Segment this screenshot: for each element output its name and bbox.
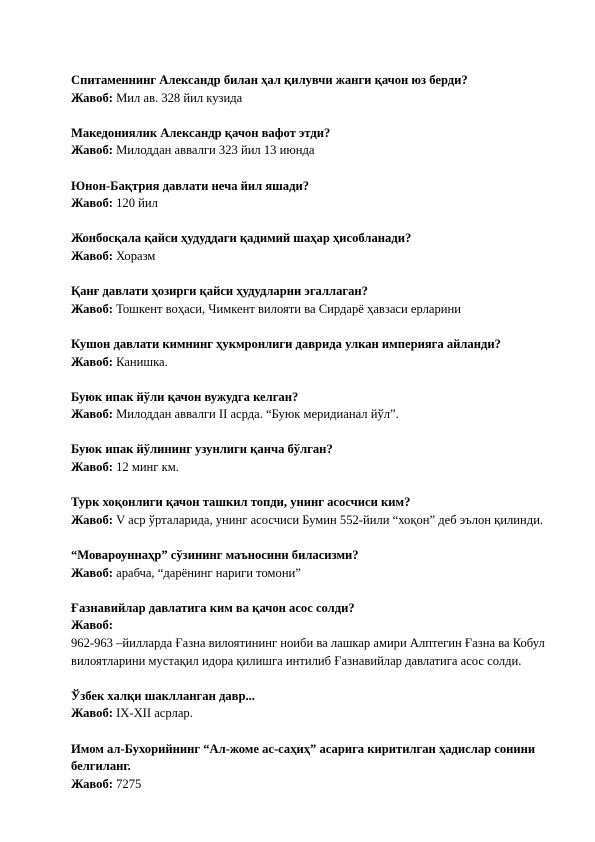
answer-line <box>71 195 551 213</box>
question-text: Жонбосқала қайси ҳудуддаги қадимий шаҳар ҳисобланади? <box>71 231 412 246</box>
qa-item <box>71 688 551 723</box>
answer-text: 962-963 –йилларда Ғазна вилоятининг ноиби ва лашкар амири Алптегин Ғазна ва Кобул вилоятларини мустақил идора қилишга интилиб Ғазнавийлар давлатига асос солди. <box>71 636 545 668</box>
answer-label: Жавоб: <box>71 618 113 633</box>
qa-item <box>71 547 551 582</box>
answer-label: Жавоб: <box>71 143 113 158</box>
qa-item <box>71 494 551 529</box>
qa-item <box>71 230 551 265</box>
answer-label: Жавоб: <box>71 248 113 263</box>
answer-text: Милоддан аввалги II асрда. “Буюк меридианал йўл”. <box>116 407 399 422</box>
document-page <box>71 72 551 811</box>
qa-item <box>71 389 551 424</box>
answer-line <box>71 301 551 319</box>
answer-line <box>71 90 551 108</box>
answer-line <box>71 617 551 635</box>
question-text: Кушон давлати кимнинг ҳукмронлиги даврида улкан империяга айланди? <box>71 336 501 351</box>
answer-line <box>71 142 551 160</box>
answer-line <box>71 406 551 424</box>
answer-text: 7275 <box>116 776 142 791</box>
answer-label: Жавоб: <box>71 301 113 316</box>
answer-label: Жавоб: <box>71 460 113 475</box>
question-text: Спитаменнинг Александр билан ҳал қилувчи жанги қачон юз берди? <box>71 73 468 87</box>
answer-label: Жавоб: <box>71 512 113 527</box>
answer-label: Жавоб: <box>71 776 113 791</box>
answer-text: Канишка. <box>116 354 168 369</box>
answer-text: Хоразм <box>116 248 156 263</box>
answer-line <box>71 565 551 583</box>
answer-line <box>71 248 551 266</box>
question-text: Ўзбек халқи шаклланган давр... <box>71 688 255 703</box>
answer-line <box>71 776 551 794</box>
answer-line <box>71 354 551 372</box>
answer-text: арабча, “дарёнинг нариги томони” <box>116 565 301 580</box>
question-text: Буюк ипак йўлининг узунлиги қанча бўлган? <box>71 442 333 457</box>
answer-label: Жавоб: <box>71 407 113 422</box>
question-text: Юнон-Бақтрия давлати неча йил яшади? <box>71 178 310 193</box>
answer-text: V аср ўрталарида, унинг асосчиси Бумин 552-йили “хоқон” деб эълон қилинди. <box>116 512 544 527</box>
question-text: Буюк ипак йўли қачон вужудга келган? <box>71 389 299 404</box>
qa-item <box>71 441 551 476</box>
answer-text: Милоддан аввалги 323 йил 13 июнда <box>116 143 315 158</box>
qa-item <box>71 125 551 160</box>
qa-item <box>71 178 551 213</box>
question-text: Ғазнавийлар давлатига ким ва қачон асос солди? <box>71 600 355 615</box>
answer-label: Жавоб: <box>71 706 113 721</box>
answer-label: Жавоб: <box>71 90 113 105</box>
answer-label: Жавоб: <box>71 196 113 211</box>
qa-item <box>71 336 551 371</box>
answer-label: Жавоб: <box>71 565 113 580</box>
answer-text: Мил ав. 328 йил кузида <box>116 90 243 105</box>
question-text: Имом ал-Бухорийнинг “Ал-жоме ас-саҳиҳ” асарига киритилган ҳадислар сонини белгиланг. <box>71 741 536 774</box>
answer-text: IX-XII асрлар. <box>116 706 193 721</box>
qa-item <box>71 741 551 794</box>
answer-text: 120 йил <box>116 196 158 211</box>
qa-item <box>71 72 551 107</box>
question-text: Турк хоқонлиги қачон ташкил топди, унинг асосчиси ким? <box>71 495 411 510</box>
answer-text: 12 минг км. <box>116 460 179 475</box>
question-text: Қанғ давлати ҳозирги қайси ҳудудларни эгаллаган? <box>71 284 368 299</box>
answer-line <box>71 705 551 723</box>
answer-text: Тошкент воҳаси, Чимкент вилояти ва Сирдарё ҳавзаси ерларини <box>116 301 462 316</box>
answer-line <box>71 459 551 477</box>
qa-item <box>71 600 551 670</box>
qa-item <box>71 283 551 318</box>
answer-label: Жавоб: <box>71 354 113 369</box>
question-text: Македониялик Александр қачон вафот этди? <box>71 125 331 140</box>
question-text: “Мовароуннаҳр” сўзининг маъносини биласизми? <box>71 548 359 563</box>
answer-line <box>71 512 551 530</box>
